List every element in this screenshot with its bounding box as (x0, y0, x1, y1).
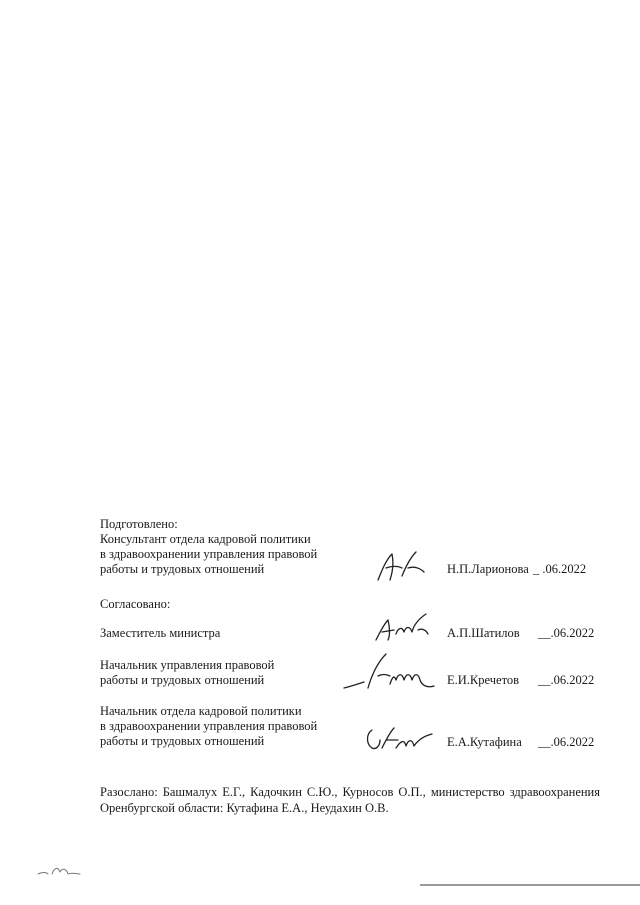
agreed-heading: Согласовано: (100, 597, 171, 611)
signer-name: А.П.Шатилов (447, 626, 520, 640)
position-line: работы и трудовых отношений (100, 673, 265, 687)
signature-shatilov (372, 610, 434, 646)
position-line: в здравоохранении управления правовой (100, 719, 318, 733)
prepared-name: Н.П.Ларионова (447, 562, 529, 576)
signer-date: __.06.2022 (538, 735, 595, 749)
distribution-list: Разослано: Башмалух Е.Г., Кадочкин С.Ю., Курносов О.П., министерство здравоохранения Оренбургской области: Кутафина Е.А., Неудахин О.В. (100, 785, 600, 815)
scan-edge-line (420, 884, 640, 886)
prepared-heading: Подготовлено: (100, 517, 178, 531)
signer-position (100, 704, 317, 749)
signer-position: Заместитель министра (100, 626, 221, 640)
signer-date: __.06.2022 (538, 626, 595, 640)
position-line: в здравоохранении управления правовой (100, 547, 318, 561)
signer-date: __.06.2022 (538, 673, 595, 687)
position-line: Начальник управления правовой (100, 658, 275, 672)
position-line: работы и трудовых отношений (100, 562, 265, 576)
margin-mark (36, 862, 84, 878)
signer-position (100, 658, 274, 688)
signer-name: Е.А.Кутафина (447, 735, 522, 749)
signature-larionova (372, 546, 430, 586)
prepared-date: _ .06.2022 (533, 562, 587, 576)
signature-krechetov (338, 648, 442, 698)
prepared-position (100, 532, 317, 577)
signature-kutafina (362, 722, 438, 754)
signer-name: Е.И.Кречетов (447, 673, 520, 687)
position-line: Начальник отдела кадровой политики (100, 704, 302, 718)
position-line: Консультант отдела кадровой политики (100, 532, 311, 546)
position-line: работы и трудовых отношений (100, 734, 265, 748)
